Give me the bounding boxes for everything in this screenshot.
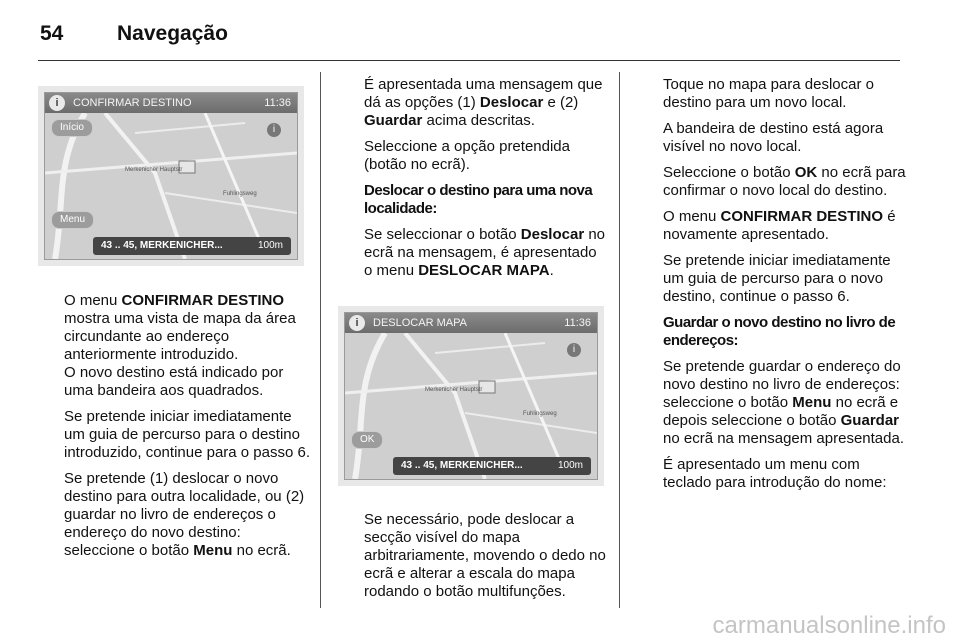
scale-label: 100m (257, 240, 283, 251)
paragraph: A bandeira de destino está agora visível no novo local. (663, 120, 884, 155)
column-2-lower (364, 511, 610, 609)
paragraph: Se necessário, pode deslocar a secção visível do mapa arbitrariamente, movendo o dedo no ecrã e alterar a escala do mapa rodando o botão multifunções. (364, 511, 606, 600)
paragraph: É apresentada uma mensagem que dá as opções (1) Deslocar e (2) Guardar acima descritas. (364, 76, 603, 129)
map-street-label: Merkenicher Hauptstr (125, 167, 183, 173)
screen-title: DESLOCAR MAPA (373, 317, 467, 329)
clock: 11:36 (264, 97, 291, 109)
page-number: 54 (40, 22, 64, 45)
info-icon: i (49, 95, 65, 111)
address-bar (393, 457, 591, 475)
ok-button[interactable]: OK (351, 431, 383, 449)
address-label: 43 .. 45, MERKENICHER... (401, 460, 523, 471)
scale-label: 100m (557, 460, 583, 471)
nav-screen (344, 312, 598, 480)
screenshot-confirm-destination (38, 86, 304, 266)
column-divider (320, 72, 321, 608)
screen-title: CONFIRMAR DESTINO (73, 97, 192, 109)
watermark: carmanualsonline.info (712, 612, 946, 639)
section-heading: Deslocar o destino para uma nova localidade: (364, 182, 593, 217)
column-1 (64, 292, 310, 568)
address-bar (93, 237, 291, 255)
screen-title-bar (345, 313, 597, 333)
paragraph: Seleccione a opção pretendida (botão no ecrã). (364, 138, 570, 173)
column-2 (364, 76, 608, 288)
menu-button[interactable]: Menu (51, 211, 94, 229)
address-label: 43 .. 45, MERKENICHER... (101, 240, 223, 251)
page-title: Navegação (117, 22, 228, 45)
screen-title-bar (45, 93, 297, 113)
clock: 11:36 (564, 317, 591, 329)
column-divider (619, 72, 620, 608)
header-rule (38, 60, 900, 61)
start-button[interactable]: Início (51, 119, 93, 137)
paragraph: Seleccione o botão OK no ecrã para confirmar o novo local do destino. (663, 164, 906, 199)
paragraph: É apresentado um menu com teclado para introdução do nome: (663, 456, 887, 491)
info-icon: i (349, 315, 365, 331)
paragraph: Se pretende (1) deslocar o novo destino para outra localidade, ou (2) guardar no livro de endereços o endereço do novo destino: seleccione o botão Menu no ecrã. (64, 470, 305, 559)
paragraph: Se seleccionar o botão Deslocar no ecrã na mensagem, é apresentado o menu DESLOCAR MAPA. (364, 226, 606, 279)
screenshot-move-map (338, 306, 604, 486)
paragraph: Se pretende iniciar imediatamente um guia de percurso para o novo destino, continue o passo 6. (663, 252, 891, 305)
paragraph: O menu CONFIRMAR DESTINO mostra uma vista de mapa da área circundante ao endereço anteriormente introduzido. O novo destino está indicado por uma bandeira aos quadrados. (64, 292, 296, 399)
paragraph: Toque no mapa para deslocar o destino para um novo local. (663, 76, 874, 111)
paragraph: Se pretende guardar o endereço do novo destino no livro de endereços: seleccione o botão Menu no ecrã e depois seleccione o botão Guardar no ecrã na mensagem apresentada. (663, 358, 904, 447)
map-info-icon[interactable]: i (567, 343, 581, 357)
column-3 (663, 76, 909, 500)
paragraph: O menu CONFIRMAR DESTINO é novamente apresentado. (663, 208, 896, 243)
map-info-icon[interactable]: i (267, 123, 281, 137)
map-street-label: Merkenicher Hauptstr (425, 387, 483, 393)
nav-screen (44, 92, 298, 260)
map-street-label-2: Fuhlingsweg (223, 191, 257, 197)
map-street-label-2: Fuhlingsweg (523, 411, 557, 417)
section-heading: Guardar o novo destino no livro de endereços: (663, 314, 896, 349)
paragraph: Se pretende iniciar imediatamente um guia de percurso para o destino introduzido, continue para o passo 6. (64, 408, 310, 461)
